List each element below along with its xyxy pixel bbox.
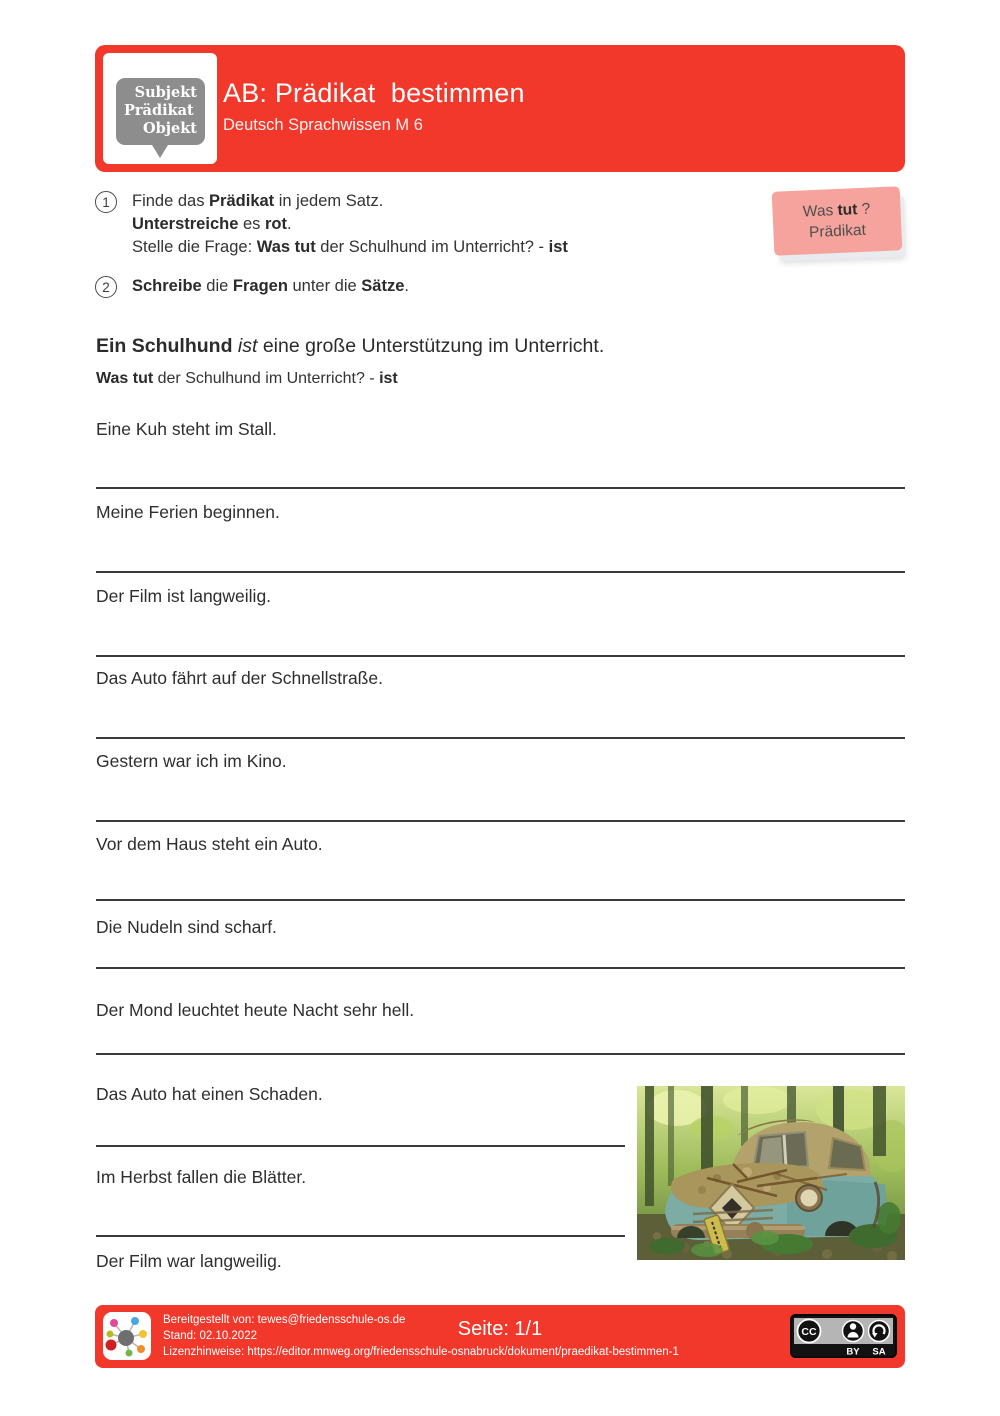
instruction-text: Finde das Prädikat in jedem Satz. Unterstreiche es rot. Stelle die Frage: Was tut der Schulhund im Unterricht? - ist <box>132 192 568 256</box>
sentence-text: Im Herbst fallen die Blätter. <box>96 1167 307 1187</box>
answer-line <box>96 899 905 901</box>
logo-line: Prädikat <box>124 102 194 119</box>
answer-line <box>96 487 905 489</box>
answer-line <box>96 1053 905 1055</box>
answer-line <box>96 820 905 822</box>
sentence-text: Der Mond leuchtet heute Nacht sehr hell. <box>96 1000 415 1020</box>
instruction-number: 2 <box>95 276 117 298</box>
footer-date: Stand: 02.10.2022 <box>163 1330 257 1342</box>
page-subtitle: Deutsch Sprachwissen M 6 <box>223 116 423 134</box>
sentence-text: Das Auto hat einen Schaden. <box>96 1084 323 1104</box>
sentence-text: Eine Kuh steht im Stall. <box>96 419 277 439</box>
sentence-text: Gestern war ich im Kino. <box>96 751 287 771</box>
sentence-row <box>96 668 905 689</box>
spo-logo <box>103 53 217 164</box>
sentence-row <box>96 586 905 607</box>
sentence-text: Das Auto fährt auf der Schnellstraße. <box>96 668 383 688</box>
sentence-text: Die Nudeln sind scharf. <box>96 917 277 937</box>
sentence-row <box>96 419 905 440</box>
answer-line <box>96 1235 625 1237</box>
hint-note <box>773 189 905 257</box>
sentence-row <box>96 917 905 938</box>
page-number: Seite: 1/1 <box>457 1318 543 1340</box>
header-bar <box>95 45 905 172</box>
sentence-row <box>96 751 905 772</box>
sentence-text: Der Film war langweilig. <box>96 1251 282 1271</box>
hint-note-question: Was tut ? <box>802 200 871 221</box>
answer-line <box>96 967 905 969</box>
cc-by-sa-badge <box>790 1314 897 1358</box>
sentence-text: Meine Ferien beginnen. <box>96 502 280 522</box>
svg-text:CC: CC <box>801 1326 817 1338</box>
example-sentence: Ein Schulhund ist eine große Unterstützung im Unterricht. <box>96 335 605 357</box>
example-block <box>96 333 796 388</box>
footer-provided-by: Bereitgestellt von: tewes@friedensschule-os.de <box>163 1314 406 1326</box>
instruction-text: Schreibe die Fragen unter die Sätze. <box>132 277 409 295</box>
instruction-item <box>95 275 735 298</box>
instruction-number: 1 <box>95 191 117 213</box>
hint-note-answer: Prädikat <box>808 221 867 242</box>
svg-text:BY: BY <box>846 1346 860 1358</box>
logo-line: Objekt <box>143 120 197 137</box>
answer-line <box>96 737 905 739</box>
footer-bar <box>95 1305 905 1368</box>
answer-line <box>96 1145 625 1147</box>
cc-by-person-icon <box>843 1321 864 1342</box>
speech-bubble-icon <box>116 78 205 145</box>
sentence-text: Der Film ist langweilig. <box>96 586 272 606</box>
cc-icon <box>798 1320 821 1343</box>
svg-text:SA: SA <box>872 1346 886 1358</box>
instruction-item <box>95 190 735 259</box>
footer-license-link: Lizenzhinweise: https://editor.mnweg.org/friedensschule-osnabruck/dokument/praedikat-bestimmen-1 <box>163 1346 679 1358</box>
sentence-text: Vor dem Haus steht ein Auto. <box>96 834 323 854</box>
instructions <box>95 190 735 314</box>
cc-sa-arrow-icon <box>869 1321 890 1342</box>
sentence-row <box>96 1000 905 1021</box>
page-title: AB: Prädikat bestimmen <box>223 78 525 108</box>
logo-line: Subjekt <box>134 84 197 101</box>
answer-line <box>96 571 905 573</box>
sentence-row <box>96 502 905 523</box>
sentence-row <box>96 834 905 855</box>
car-photo <box>637 1086 905 1260</box>
answer-line <box>96 655 905 657</box>
example-question: Was tut der Schulhund im Unterricht? - ist <box>96 370 398 387</box>
